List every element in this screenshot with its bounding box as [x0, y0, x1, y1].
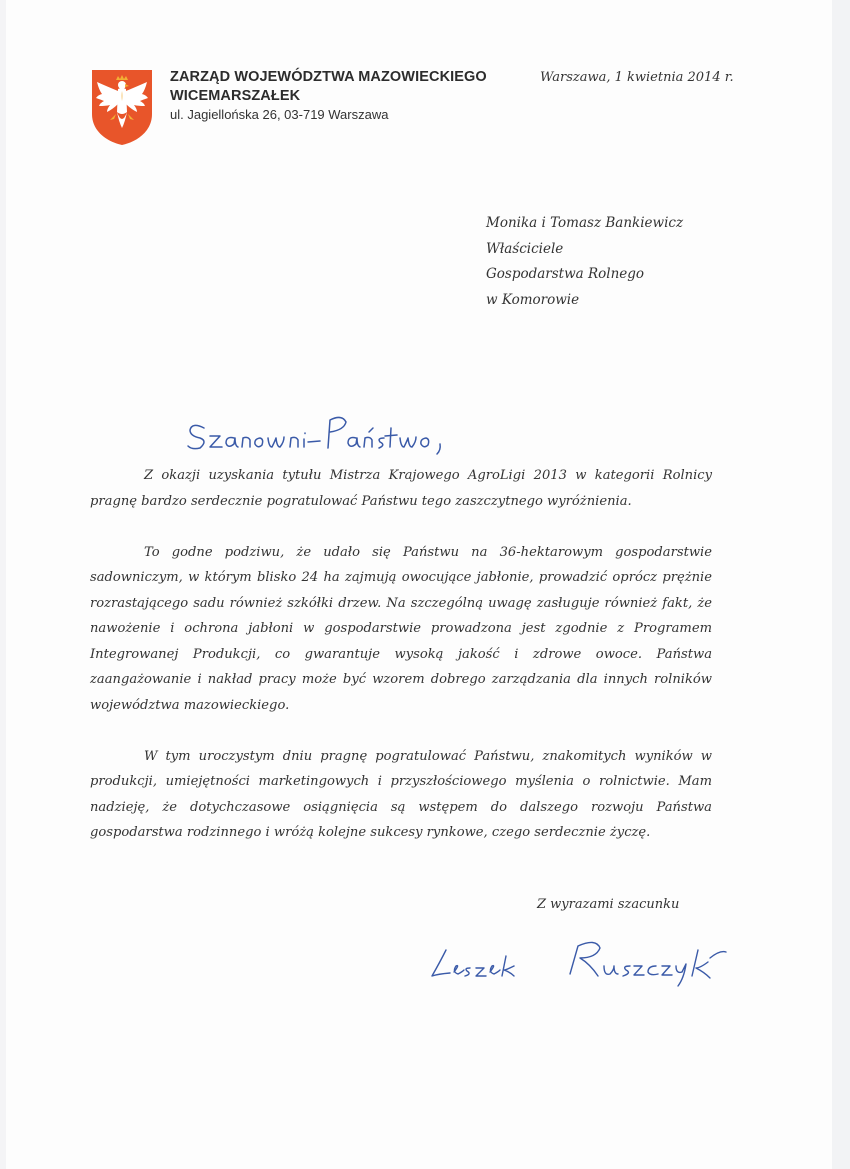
scan-edge-right [832, 0, 850, 1169]
body-paragraph: Z okazji uzyskania tytułu Mistrza Krajowego AgroLigi 2013 w kategorii Rolnicy pragnę bardzo serdecznie pogratulować Państwu tego zaszczytnego wyróżnienia. [90, 468, 712, 509]
body-paragraph: W tym uroczystym dniu pragnę pogratulować Państwu, znakomitych wyników w produkcji, umiejętności marketingowych i przyszłościowego myślenia o rolnictwie. Mam nadzieję, że dotychczasowe osiągnięcia są wstępem do dalszego rozwoju Państwa gospodarstwa rodzinnego i wróżą kolejne sukcesy rynkowe, czego serdecznie życzę. [90, 748, 712, 840]
handwritten-signature [420, 928, 750, 990]
recipient-line: Gospodarstwa Rolnego [486, 266, 645, 282]
recipient-line: Właściciele [486, 240, 564, 257]
closing-phrase: Z wyrazami szacunku [537, 897, 680, 912]
letter-body [90, 463, 712, 871]
scan-edge-left [0, 0, 6, 1169]
organization-name: ZARZĄD WOJEWÓDZTWA MAZOWIECKIEGO [170, 69, 487, 85]
handwritten-salutation [180, 398, 510, 460]
recipient-line: w Komorowie [486, 291, 580, 308]
recipient-block [486, 211, 683, 313]
eagle-crest-icon [90, 68, 154, 146]
sender-address: ul. Jagiellońska 26, 03-719 Warszawa [170, 107, 389, 122]
sender-block [170, 68, 487, 124]
body-paragraph: To godne podziwu, że udało się Państwu na 36-hektarowym gospodarstwie sadowniczym, w którym blisko 24 ha zajmują owocujące jabłonie, prowadzić oprócz prężnie rozrastającego sadu również szkółki drzew. Na szczególną uwagę zasługuje również fakt, że nawożenie i ochrona jabłoni w gospodarstwie prowadzona jest zgodnie z Programem Integrowanej Produkcji, co gwarantuje wysoką jakość i zdrowe owoce. Państwa zaangażowanie i nakład pracy może być wzorem dobrego zarządzania dla innych rolników województwa mazowieckiego. [90, 544, 712, 713]
letter-date: Warszawa, 1 kwietnia 2014 r. [540, 70, 734, 85]
sender-role: WICEMARSZAŁEK [170, 88, 301, 104]
recipient-line: Monika i Tomasz Bankiewicz [486, 215, 684, 231]
